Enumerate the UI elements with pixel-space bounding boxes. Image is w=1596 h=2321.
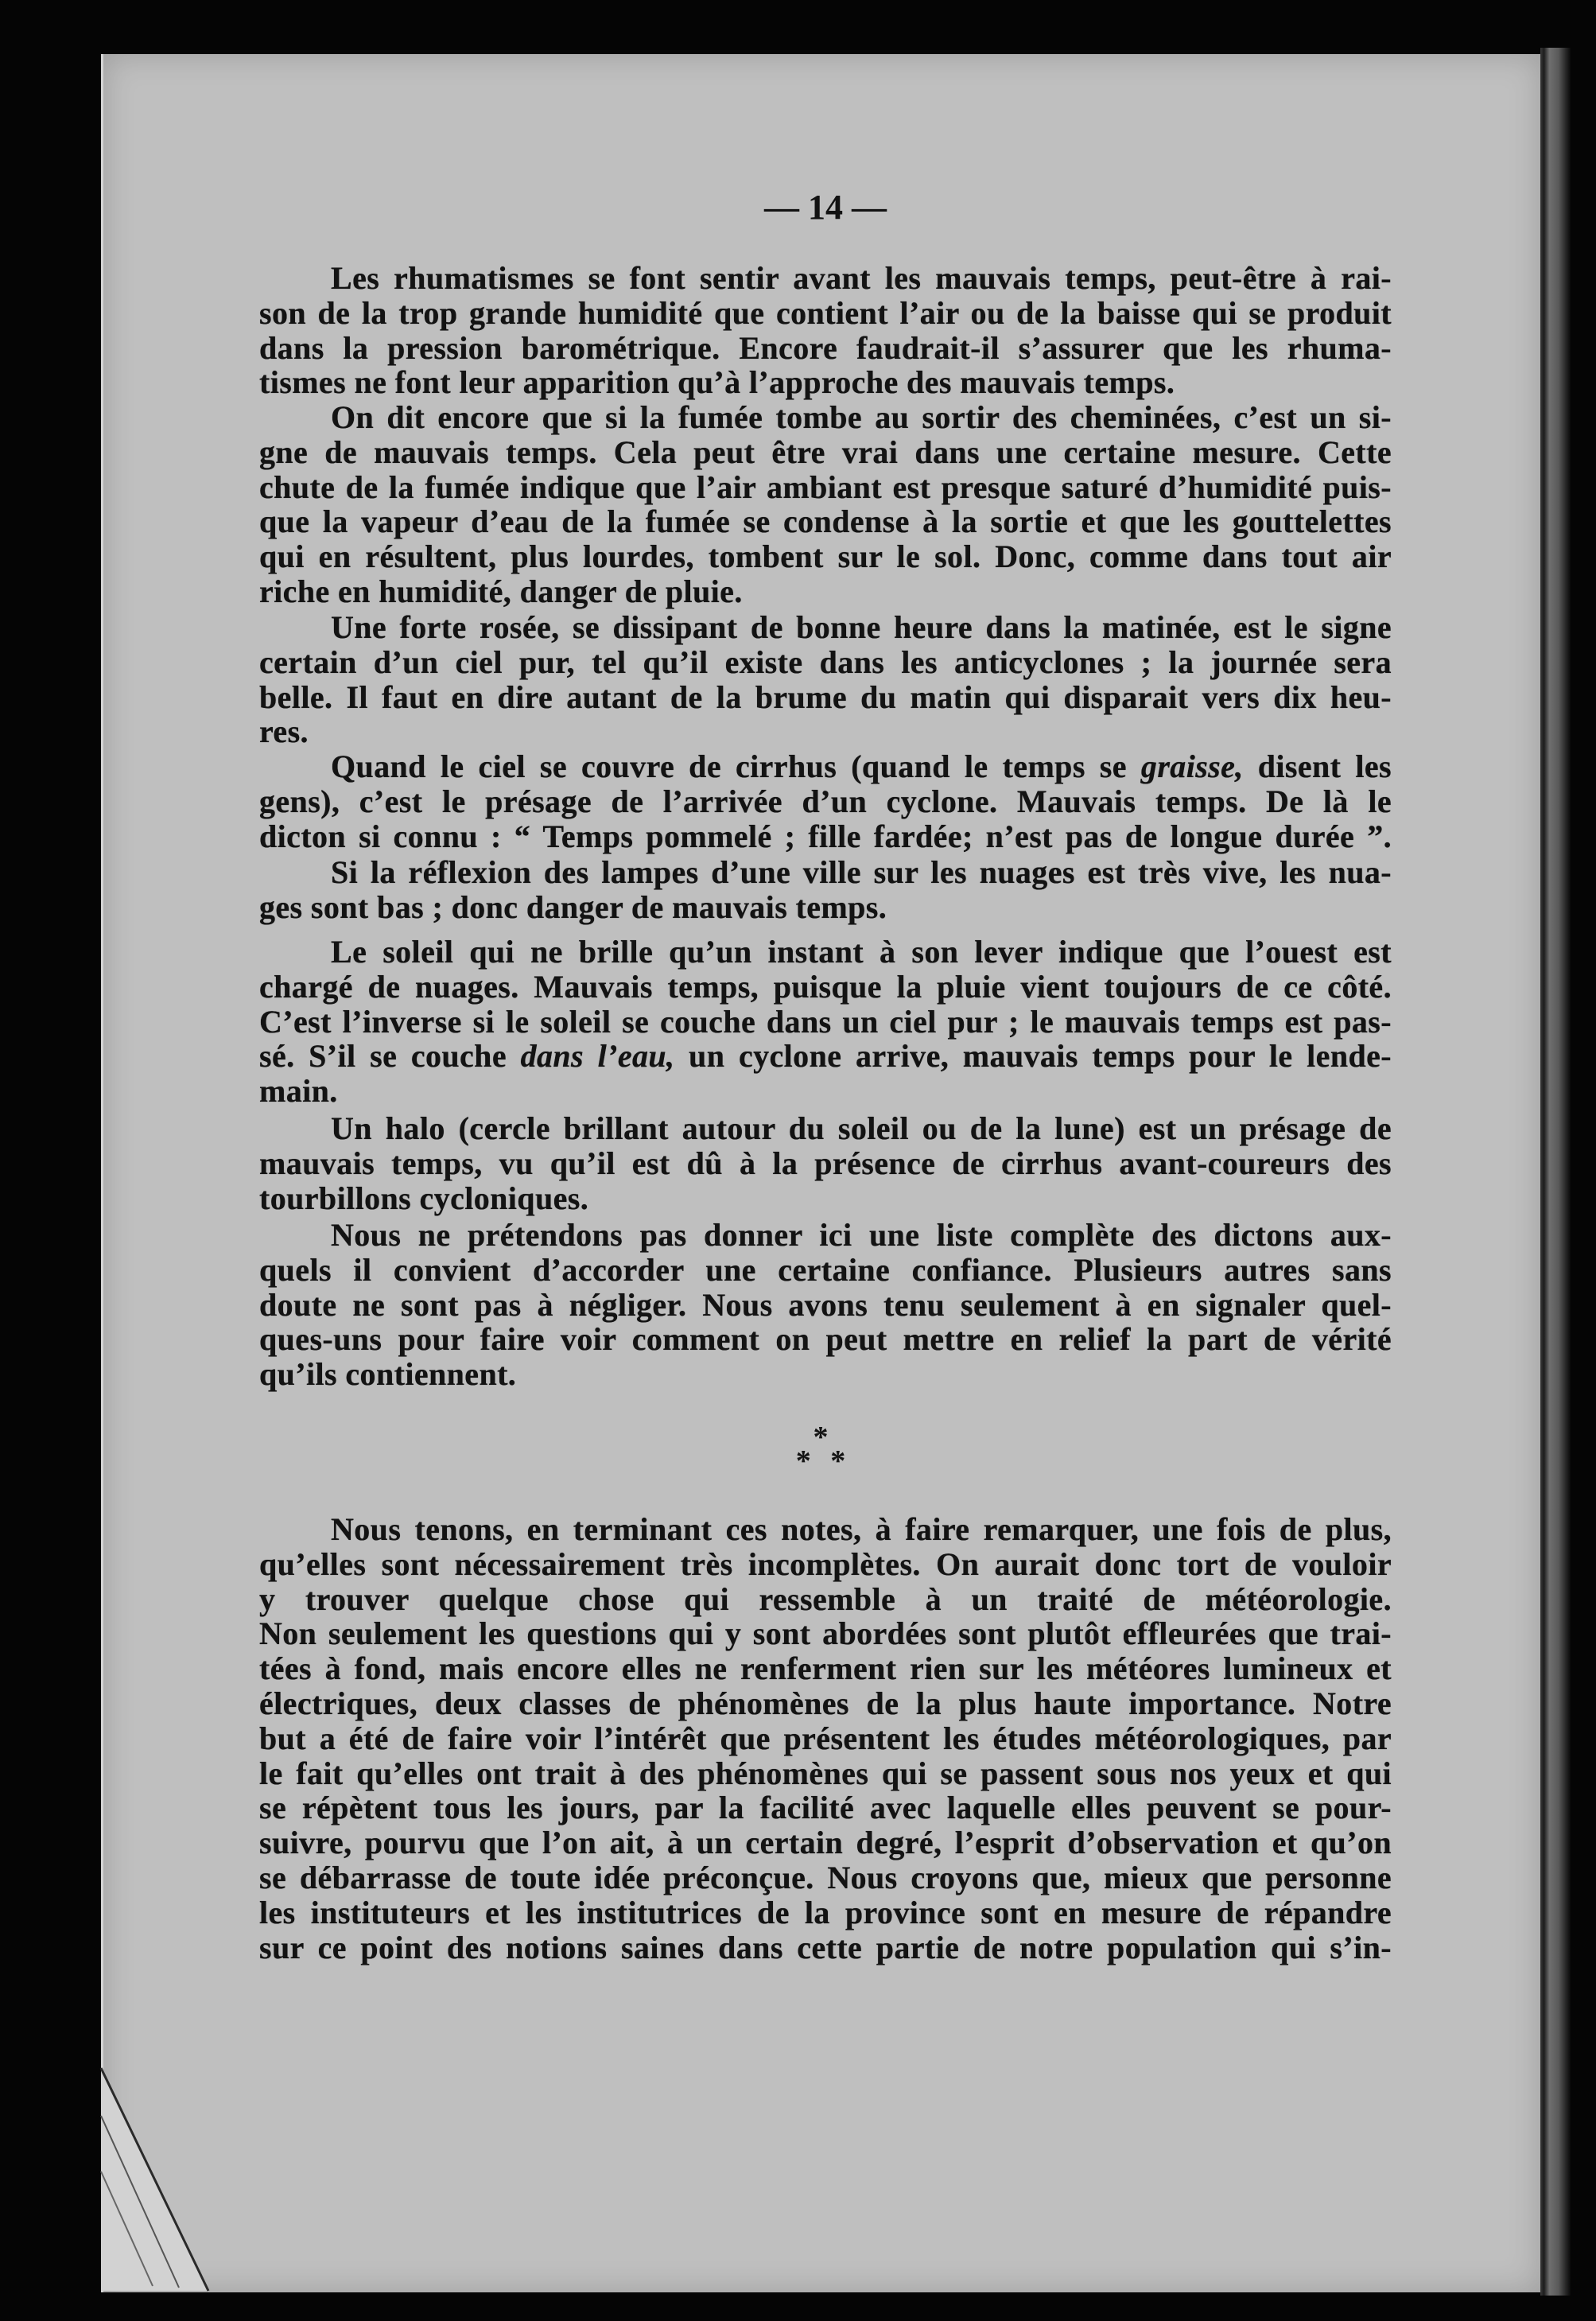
italic-text: dans l’eau,: [520, 1038, 675, 1075]
text-line: Nous ne prétendons pas donner ici une liste complète des dictons aux-: [331, 1217, 1392, 1253]
text-line: [259, 749, 1392, 784]
text-line: but a été de faire voir l’intérêt que présentent les études météorologiques, par: [259, 1720, 1392, 1756]
paragraph: [259, 1512, 1392, 1965]
paragraph: [259, 261, 1392, 400]
text-line: tées à fond, mais encore elles ne renferment rien sur les météores lumineux et: [259, 1650, 1392, 1687]
text-line: se répètent tous les jours, par la facilité avec laquelle elles peuvent se pour-: [259, 1790, 1392, 1826]
text-line: sur ce point des notions saines dans cette partie de notre population qui s’in-: [259, 1929, 1392, 1965]
text-line: Les rhumatismes se font sentir avant les mauvais temps, peut-être à rai-: [331, 260, 1392, 296]
text-line: quels il convient d’accorder une certaine confiance. Plusieurs autres sans: [259, 1251, 1392, 1288]
paragraph: [259, 855, 1392, 925]
paragraph: [259, 400, 1392, 609]
text-line: dicton si connu : “ Temps pommelé ; fille fardée; n’est pas de longue durée ”.: [259, 818, 1392, 854]
text-line: qui en résultent, plus lourdes, tombent sur le sol. Donc, comme dans tout air: [259, 538, 1392, 575]
text-line: son de la trop grande humidité que contient l’air ou de la baisse qui se produit: [259, 294, 1392, 331]
text-line: [259, 1039, 1392, 1074]
text-line: gne de mauvais temps. Cela peut être vrai dans une certaine mesure. Cette: [259, 433, 1392, 470]
text-line: que la vapeur d’eau de la fumée se condense à la sortie et que les gouttelettes: [259, 503, 1392, 540]
text-line: chargé de nuages. Mauvais temps, puisque la pluie vient toujours de ce côté.: [259, 968, 1392, 1005]
text-line: Nous tenons, en terminant ces notes, à faire remarquer, une fois de plus,: [331, 1511, 1392, 1547]
asterism-top: *: [813, 1421, 829, 1454]
text-line: res.: [259, 713, 309, 750]
folded-corner: [95, 2060, 231, 2299]
text-segment: sé. S’il se couche: [259, 1038, 521, 1075]
text-line: mauvais temps, vu qu’il est dû à la présence de cirrhus avant-coureurs des: [259, 1145, 1392, 1181]
text-line: certain d’un ciel pur, tel qu’il existe dans les anticyclones ; la journée sera: [259, 643, 1392, 680]
text-line: se débarrasse de toute idée préconçue. Nous croyons que, mieux que personne: [259, 1859, 1392, 1895]
paragraph: [259, 935, 1392, 1109]
text-line: électriques, deux classes de phénomènes de la plus haute importance. Notre: [259, 1685, 1392, 1721]
text-line: ques-uns pour faire voir comment on peut mettre en relief la part de vérité: [259, 1321, 1392, 1358]
text-line: Si la réflexion des lampes d’une ville sur les nuages est très vive, les nua-: [331, 854, 1392, 890]
italic-text: graisse,: [1140, 748, 1244, 784]
text-line: suivre, pourvu que l’on ait, à un certain degré, l’esprit d’observation et qu’on: [259, 1825, 1392, 1861]
text-line: doute ne sont pas à négliger. Nous avons tenu seulement à en signaler quel-: [259, 1286, 1392, 1323]
text-line: Non seulement les questions qui y sont abordées sont plutôt effleurées que trai-: [259, 1615, 1392, 1652]
text-line: gens), c’est le présage de l’arrivée d’un cyclone. Mauvais temps. De là le: [259, 783, 1392, 819]
text-line: C’est l’inverse si le soleil se couche dans un ciel pur ; le mauvais temps est pas-: [259, 1003, 1392, 1040]
text-line: On dit encore que si la fumée tombe au sortir des cheminées, c’est un si-: [331, 399, 1392, 435]
text-line: belle. Il faut en dire autant de la brume du matin qui disparait vers dix heu-: [259, 678, 1392, 715]
asterism-bottom: * *: [795, 1444, 846, 1478]
paragraph: [259, 749, 1392, 853]
text-line: Un halo (cercle brillant autour du soleil ou de la lune) est un présage de: [331, 1110, 1392, 1146]
text-line: qu’ils contiennent.: [259, 1356, 517, 1393]
paragraph: [259, 610, 1392, 749]
text-line: riche en humidité, danger de pluie.: [259, 573, 743, 609]
text-line: chute de la fumée indique que l’air ambiant est presque saturé d’humidité puis-: [259, 468, 1392, 505]
text-line: ges sont bas ; donc danger de mauvais temps.: [259, 888, 887, 925]
text-line: qu’elles sont nécessairement très incomplètes. On aurait donc tort de vouloir: [259, 1545, 1392, 1582]
text-line: le fait qu’elles ont trait à des phénomènes qui se passent sous nos yeux et qui: [259, 1755, 1392, 1791]
paragraph: [259, 1111, 1392, 1215]
text-line: Le soleil qui ne brille qu’un instant à son lever indique que l’ouest est: [331, 934, 1392, 970]
text-line: dans la pression barométrique. Encore faudrait-il s’assurer que les rhuma-: [259, 329, 1392, 366]
paragraph: [259, 1218, 1392, 1392]
text-line: tourbillons cycloniques.: [259, 1180, 589, 1216]
page-number: — 14 —: [764, 188, 887, 227]
text-segment: un cyclone arrive, mauvais temps pour le lende-: [674, 1038, 1392, 1075]
text-segment: Quand le ciel se couvre de cirrhus (quand le temps se: [331, 748, 1141, 784]
text-line: tismes ne font leur apparition qu’à l’approche des mauvais temps.: [259, 364, 1175, 401]
text-line: y trouver quelque chose qui ressemble à un traité de météorologie.: [259, 1580, 1392, 1617]
text-line: main.: [259, 1073, 338, 1110]
text-line: Une forte rosée, se dissipant de bonne heure dans la matinée, est le signe: [331, 609, 1392, 645]
page-spine-shadow: [1540, 48, 1571, 2296]
text-segment: disent les: [1243, 748, 1392, 784]
text-line: les instituteurs et les institutrices de la province sont en mesure de répandre: [259, 1894, 1392, 1930]
